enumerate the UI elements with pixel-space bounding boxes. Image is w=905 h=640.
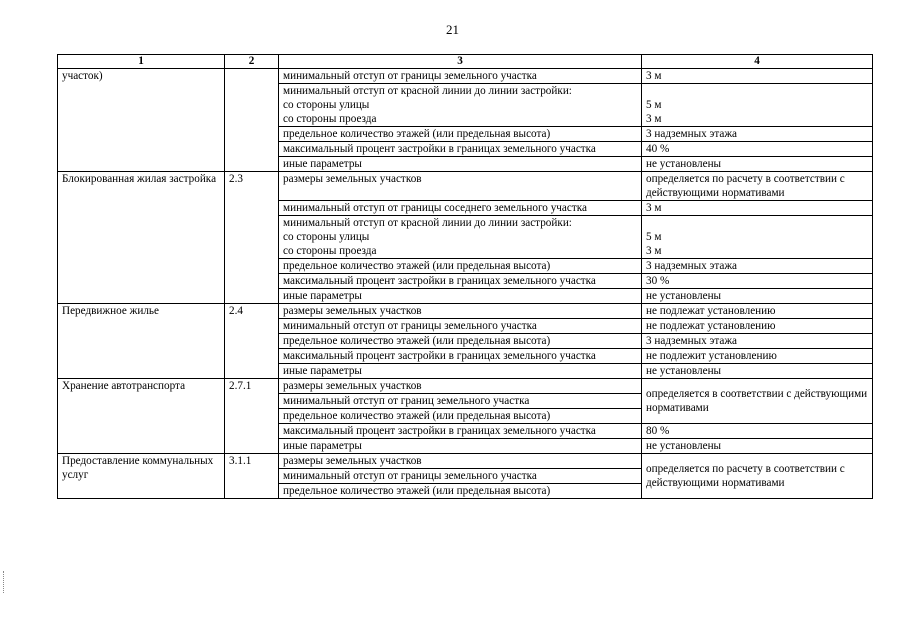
parameter-text: со стороны улицы [283,231,370,243]
parameter-subrow [279,409,641,424]
parameter-text: предельное количество этажей (или предельная высота) [283,260,551,272]
parameter-name [279,84,642,127]
value-text: не установлены [646,290,722,302]
parameter-text: размеры земельных участков [283,173,422,185]
column-header-1: 1 [58,55,225,69]
value-text [646,216,868,230]
parameter-value [642,379,873,424]
value-text: не подлежит установлению [646,350,777,362]
parameter-subrow [279,379,641,394]
value-text: определяется по расчету в соответствии с действующими нормативами [646,173,845,199]
table-body [58,69,873,499]
parameter-value [642,69,873,84]
land-use-code: 2.7.1 [225,379,279,454]
land-use-type: Предоставление коммунальных услуг [58,454,225,499]
table-header-row [58,55,873,69]
land-use-parameters-table [57,54,873,499]
parameter-name [279,259,642,274]
parameter-text: минимальный отступ от границы земельного участка [283,70,537,82]
parameter-value [642,424,873,439]
value-text: 3 надземных этажа [646,335,738,347]
parameter-name [279,69,642,84]
land-use-type: Блокированная жилая застройка [58,172,225,304]
value-text: определяется по расчету в соответствии с действующими нормативами [646,463,845,489]
value-text: не подлежат установлению [646,305,776,317]
table-row [58,172,873,201]
value-text: 40 % [646,143,670,155]
value-text: 3 м [646,113,662,125]
parameter-name [279,424,642,439]
parameter-name [279,439,642,454]
parameter-text: минимальный отступ от красной линии до линии застройки: [283,85,572,97]
parameter-text: максимальный процент застройки в границах земельного участка [283,425,596,437]
value-text: 3 м [646,202,662,214]
parameter-value [642,84,873,127]
parameter-text: со стороны проезда [283,245,377,257]
value-text: 3 надземных этажа [646,260,738,272]
parameter-name [279,201,642,216]
parameter-name [279,127,642,142]
parameter-text: минимальный отступ от границы соседнего земельного участка [283,202,587,214]
land-use-code: 2.3 [225,172,279,304]
parameter-value [642,142,873,157]
value-text: не подлежат установлению [646,320,776,332]
parameter-name [279,304,642,319]
parameter-subrow [279,469,641,484]
parameter-value [642,364,873,379]
parameter-name: размеры земельных участков [279,454,641,469]
parameter-value [642,201,873,216]
parameter-value [642,172,873,201]
parameter-name [279,289,642,304]
value-text: не установлены [646,158,722,170]
parameter-text: минимальный отступ от красной линии до линии застройки: [283,217,572,229]
parameter-name: предельное количество этажей (или предельная высота) [283,485,551,497]
value-text: 3 м [646,245,662,257]
value-text: определяется в соответствии с действующими нормативами [646,388,868,414]
parameter-value [642,274,873,289]
land-use-type: Передвижное жилье [58,304,225,379]
table-row [58,454,873,499]
parameter-value [642,334,873,349]
value-text: 5 м [646,231,662,243]
parameter-name [279,349,642,364]
land-use-code [225,69,279,172]
parameter-value [642,454,873,499]
parameter-text: максимальный процент застройки в границах земельного участка [283,350,596,362]
parameter-name [279,157,642,172]
parameter-value [642,216,873,259]
value-text: 5 м [646,99,662,111]
land-use-code: 3.1.1 [225,454,279,499]
parameter-name [279,142,642,157]
margin-mark [3,571,5,593]
parameter-value [642,289,873,304]
column-header-3: 3 [279,55,642,69]
parameter-group [279,454,642,499]
parameter-name: размеры земельных участков [279,379,641,394]
parameter-subrow [279,454,641,469]
parameter-value [642,439,873,454]
parameter-text: размеры земельных участков [283,305,422,317]
parameter-name: минимальный отступ от границы земельного участка [279,469,641,484]
land-use-type: участок) [58,69,225,172]
value-text: 3 надземных этажа [646,128,738,140]
parameter-subrow [279,394,641,409]
value-text: не установлены [646,365,722,377]
parameter-text: иные параметры [283,158,362,170]
parameter-text: со стороны проезда [283,113,377,125]
parameter-text: минимальный отступ от границы земельного участка [283,320,537,332]
parameter-name [279,319,642,334]
parameter-group [279,379,642,424]
land-use-type: Хранение автотранспорта [58,379,225,454]
parameter-value [642,304,873,319]
parameter-text: иные параметры [283,365,362,377]
column-header-2: 2 [225,55,279,69]
parameter-subtable [279,454,641,498]
page-number: 21 [446,22,459,37]
parameter-text: предельное количество этажей (или предельная высота) [283,335,551,347]
table-row [58,304,873,319]
parameter-text: иные параметры [283,290,362,302]
parameter-name [279,216,642,259]
parameter-name: предельное количество этажей (или предельная высота) [283,410,551,422]
parameter-subtable [279,379,641,423]
parameter-text: предельное количество этажей (или предельная высота) [283,128,551,140]
parameter-name [279,334,642,349]
parameter-value [642,259,873,274]
parameter-text: максимальный процент застройки в границах земельного участка [283,143,596,155]
column-header-4: 4 [642,55,873,69]
parameter-value [642,319,873,334]
table-row [58,69,873,84]
parameter-name [279,274,642,289]
value-text: 30 % [646,275,670,287]
parameter-value [642,127,873,142]
parameter-name [279,172,642,201]
value-text: не установлены [646,440,722,452]
parameter-text: максимальный процент застройки в границах земельного участка [283,275,596,287]
table-row [58,379,873,424]
parameter-subrow [279,484,641,499]
value-text: 3 м [646,70,662,82]
value-text [646,84,868,98]
parameter-name: минимальный отступ от границ земельного участка [279,394,641,409]
parameter-text: иные параметры [283,440,362,452]
land-use-code: 2.4 [225,304,279,379]
parameter-value [642,157,873,172]
value-text: 80 % [646,425,670,437]
parameter-name [279,364,642,379]
parameter-value [642,349,873,364]
parameter-text: со стороны улицы [283,99,370,111]
